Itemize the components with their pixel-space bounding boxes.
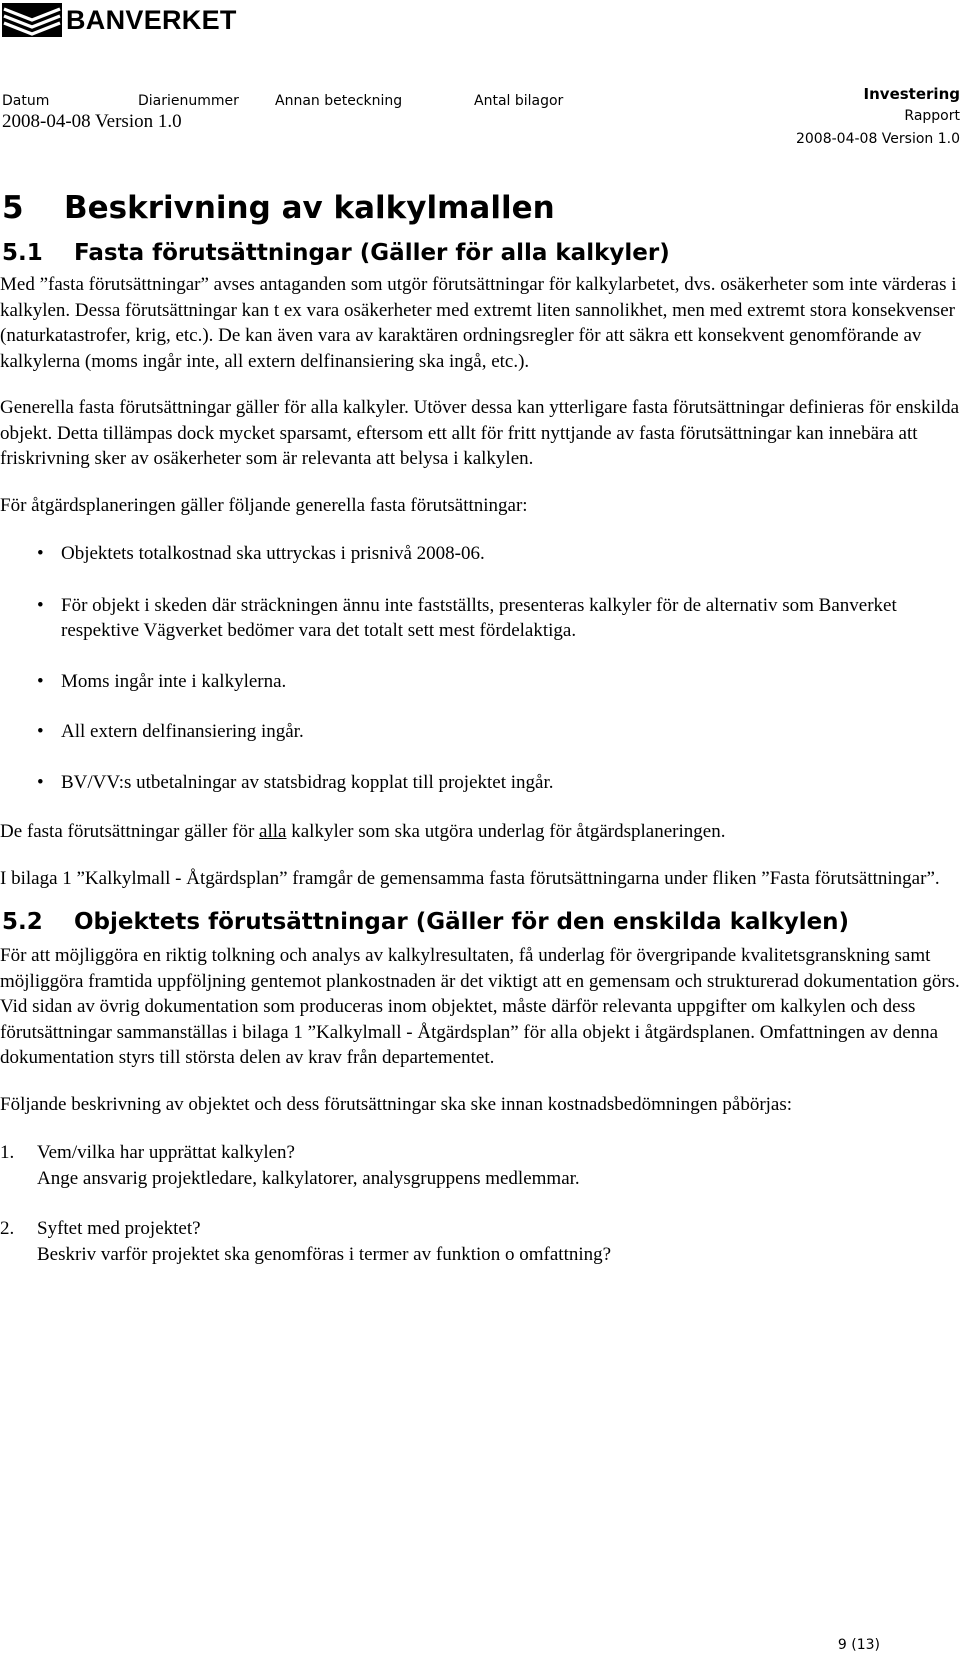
- objekt-beskrivning-list: [0, 1140, 960, 1267]
- list-item: • All extern delfinansiering ingår.: [0, 719, 960, 745]
- header-document-type: Rapport: [904, 108, 960, 124]
- header-label-diarienummer: Diarienummer: [138, 93, 239, 109]
- section-5-heading: [2, 188, 960, 228]
- section-5-1-number: 5.1: [2, 240, 43, 266]
- section-5-2-paragraph-2: Följande beskrivning av objektet och dess förutsättningar ska ske innan kostnadsbedömningen påbörjas:: [0, 1093, 793, 1115]
- document-body: [0, 188, 960, 1267]
- banverket-logo-icon: [2, 3, 62, 37]
- header-label-antal-bilagor: Antal bilagor: [474, 93, 564, 109]
- header-label-datum: Datum: [2, 93, 50, 109]
- header-label-annan-beteckning: Annan beteckning: [275, 93, 403, 109]
- fasta-forutsattningar-list: [0, 541, 960, 795]
- list-item: • Moms ingår inte i kalkylerna.: [0, 669, 960, 695]
- bullet-icon: •: [37, 721, 44, 742]
- list-item: • BV/VV:s utbetalningar av statsbidrag kopplat till projektet ingår.: [0, 770, 960, 796]
- section-5-1-title: Fasta förutsättningar (Gäller för alla kalkyler): [74, 240, 670, 266]
- section-5-1-paragraph-5: I bilaga 1 ”Kalkylmall - Åtgärdsplan” framgår de gemensamma fasta förutsättningarna under fliken ”Fasta förutsättningar”.: [0, 867, 940, 889]
- section-5-2-paragraph-1: För att möjliggöra en riktig tolkning och analys av kalkylresultaten, få underlag för övergripande kvalitetsgranskning samt möjliggöra framtida uppföljning gentemot plankostnaden är det viktigt att en gemensam och strukturerad dokumentation görs. Vid sidan av övrig dokumentation som produceras inom objektet, måste därför relevanta uppgifter om kalkylen och dess förutsättningar sammanställas i bilaga 1 ”Kalkylmall - Åtgärdsplan” för alla objekt i åtgärdsplanen. Omfattningen av denna dokumentation styrs till största delen av krav från departementet.: [0, 945, 960, 1068]
- header-date-version: 2008-04-08 Version 1.0: [2, 111, 182, 132]
- step-number: 1.: [0, 1142, 15, 1163]
- logo-text: BANVERKET: [66, 4, 237, 35]
- list-item: [0, 1140, 960, 1191]
- section-5-2-number: 5.2: [2, 909, 43, 935]
- section-5-1-paragraph-1: Med ”fasta förutsättningar” avses antaganden som utgör förutsättningar för kalkylarbetet, dvs. osäkerheter som inte värderas i kalkylen. Dessa förutsättningar kan t ex vara osäkerheter med extremt liten sannolikhet, men med extremt stora konsekvenser (naturkatastrofer, krig, etc.). De kan även vara av karaktären ordningsregler för att säkra ett konsekvent genomförande av kalkylerna (moms ingår inte, all extern delfinansiering ska ingå, etc.).: [0, 274, 957, 372]
- step-answer: Ange ansvarig projektledare, kalkylatorer, analysgruppens medlemmar.: [37, 1167, 580, 1189]
- header-document-title: Investering: [863, 85, 960, 103]
- step-number: 2.: [0, 1218, 15, 1239]
- list-item: • Objektets totalkostnad ska uttryckas i prisnivå 2008-06.: [0, 541, 960, 567]
- step-question: Vem/vilka har upprättat kalkylen?: [37, 1142, 295, 1163]
- banverket-logo: [2, 2, 237, 38]
- section-5-title: Beskrivning av kalkylmallen: [64, 190, 555, 226]
- page-number: 9 (13): [837, 1637, 880, 1653]
- step-question: Syftet med projektet?: [37, 1218, 201, 1239]
- bullet-icon: •: [37, 543, 44, 564]
- section-5-1-paragraph-3: För åtgärdsplaneringen gäller följande generella fasta förutsättningar:: [0, 494, 528, 516]
- bullet-icon: •: [37, 771, 44, 793]
- section-5-1-heading: [2, 238, 960, 268]
- section-5-number: 5: [2, 190, 24, 226]
- section-5-2-title: Objektets förutsättningar (Gäller för den enskilda kalkylen): [74, 909, 850, 935]
- list-item: • För objekt i skeden där sträckningen ännu inte fastställts, presenteras kalkyler för de alternativ som Banverket respektive Vägverket bedömer vara det totalt sett mest fördelaktiga.: [37, 594, 897, 641]
- header-document-date: 2008-04-08 Version 1.0: [795, 131, 960, 147]
- section-5-1-paragraph-2: Generella fasta förutsättningar gäller för alla kalkyler. Utöver dessa kan ytterligare fasta förutsättningar definieras för enskilda objekt. Detta tillämpas dock mycket sparsamt, eftersom ett allt för fritt nyttjande av fasta förutsättningar kan innebära att friskrivning sker av osäkerheter som är relevanta att belysa i kalkylen.: [0, 397, 960, 469]
- list-item: [0, 1216, 960, 1267]
- section-5-2-heading: [2, 907, 960, 937]
- bullet-icon: •: [37, 670, 44, 692]
- step-answer: Beskriv varför projektet ska genomföras i termer av funktion o omfattning?: [37, 1243, 612, 1265]
- bullet-icon: •: [37, 594, 44, 616]
- emphasis-alla: alla: [259, 821, 287, 842]
- section-5-1-paragraph-4: De fasta förutsättningar gäller för alla kalkyler som ska utgöra underlag för åtgärdsplaneringen.: [0, 821, 726, 842]
